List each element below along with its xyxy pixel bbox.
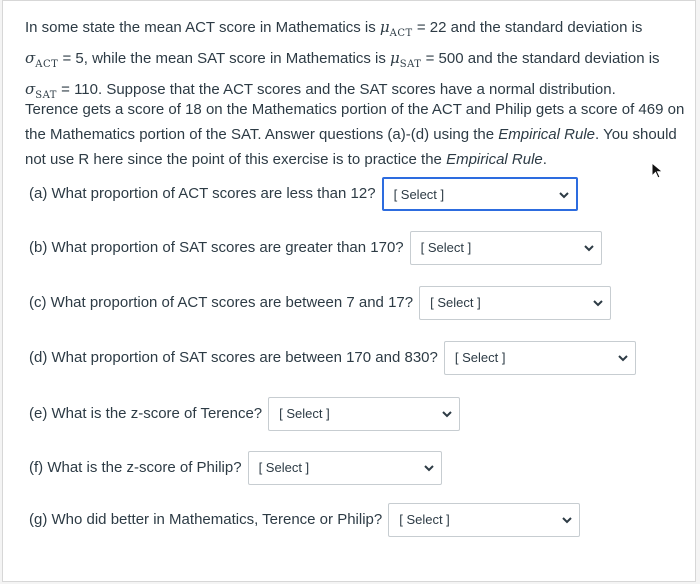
select-value: [ Select ] [258,460,310,475]
select-value: [ Select ] [279,406,330,421]
select-value: [ Select ] [393,187,445,202]
select-value: [ Select ] [399,512,450,527]
mu-act-symbol: $\mu_{ACT}$ [379,18,413,39]
empirical-rule-emphasis: Empirical Rule [498,126,595,143]
question-b-label: (b) What proportion of SAT scores are greater than 170? [29,239,404,256]
question-f-select[interactable] [248,451,442,485]
question-g-select[interactable] [388,503,580,537]
question-d [29,341,636,375]
question-d-select[interactable] [444,341,636,375]
question-e-select[interactable] [268,397,460,431]
question-g-label: (g) Who did better in Mathematics, Terence or Philip? [29,511,383,528]
empirical-rule-emphasis: Empirical Rule [446,151,543,168]
mu-sat-value: 500 [438,50,464,67]
question-c-select[interactable] [419,286,611,320]
sigma-act-value: 5 [75,50,84,67]
question-c-label: (c) What proportion of ACT scores are between 7 and 17? [29,294,414,311]
question-f-label: (f) What is the z-score of Philip? [29,459,242,476]
question-a-select[interactable] [382,177,578,211]
question-a-label: (a) What proportion of ACT scores are less than 12? [29,185,376,202]
chevron-down-icon [583,242,595,254]
select-value: [ Select ] [420,240,472,255]
question-e-label: (e) What is the z-score of Terence? [29,405,263,422]
chevron-down-icon [592,297,604,309]
problem-statement: In some state the mean ACT score in Mathematics is $\mu_{ACT} = 22$ and the standard deviation is $\sigma_{ACT} = 5$, while the mean SAT score in Mathematics is $\mu_{SAT} = 500$ and the standard deviation is $\sigma_{SAT} = 110$. Suppose that the ACT scores and the SAT scores have a normal distribution. [25,18,660,101]
chevron-down-icon [558,189,570,201]
sigma-sat-symbol: $\sigma_{SAT}$ [25,80,57,101]
question-a [29,177,578,211]
mu-act-value: 22 [429,19,447,36]
question-c [29,286,611,320]
select-value: [ Select ] [454,350,506,365]
select-value: [ Select ] [430,295,481,310]
quiz-question-panel [2,0,696,582]
chevron-down-icon [423,462,435,474]
instructions-paragraph: Terence gets a score of 18 on the Mathematics portion of the ACT and Philip gets a score of 469 on the Mathematics portion of the SAT. Answer questions (a)-(d) using the Empirical Rule. You should not use R here since the point of this exercise is to practice the Empirical Rule. [25,101,685,168]
question-e [29,397,460,431]
mouse-pointer-icon [651,162,665,180]
chevron-down-icon [441,408,453,420]
question-b-select[interactable] [410,231,602,265]
sigma-act-symbol: $\sigma_{ACT}$ [25,49,59,70]
question-g [29,503,580,537]
question-f [29,451,442,485]
mu-sat-symbol: $\mu_{SAT}$ [389,49,422,70]
question-b [29,231,602,265]
sigma-sat-value: 110 [74,81,98,98]
chevron-down-icon [617,352,629,364]
chevron-down-icon [561,514,573,526]
question-d-label: (d) What proportion of SAT scores are between 170 and 830? [29,349,438,366]
